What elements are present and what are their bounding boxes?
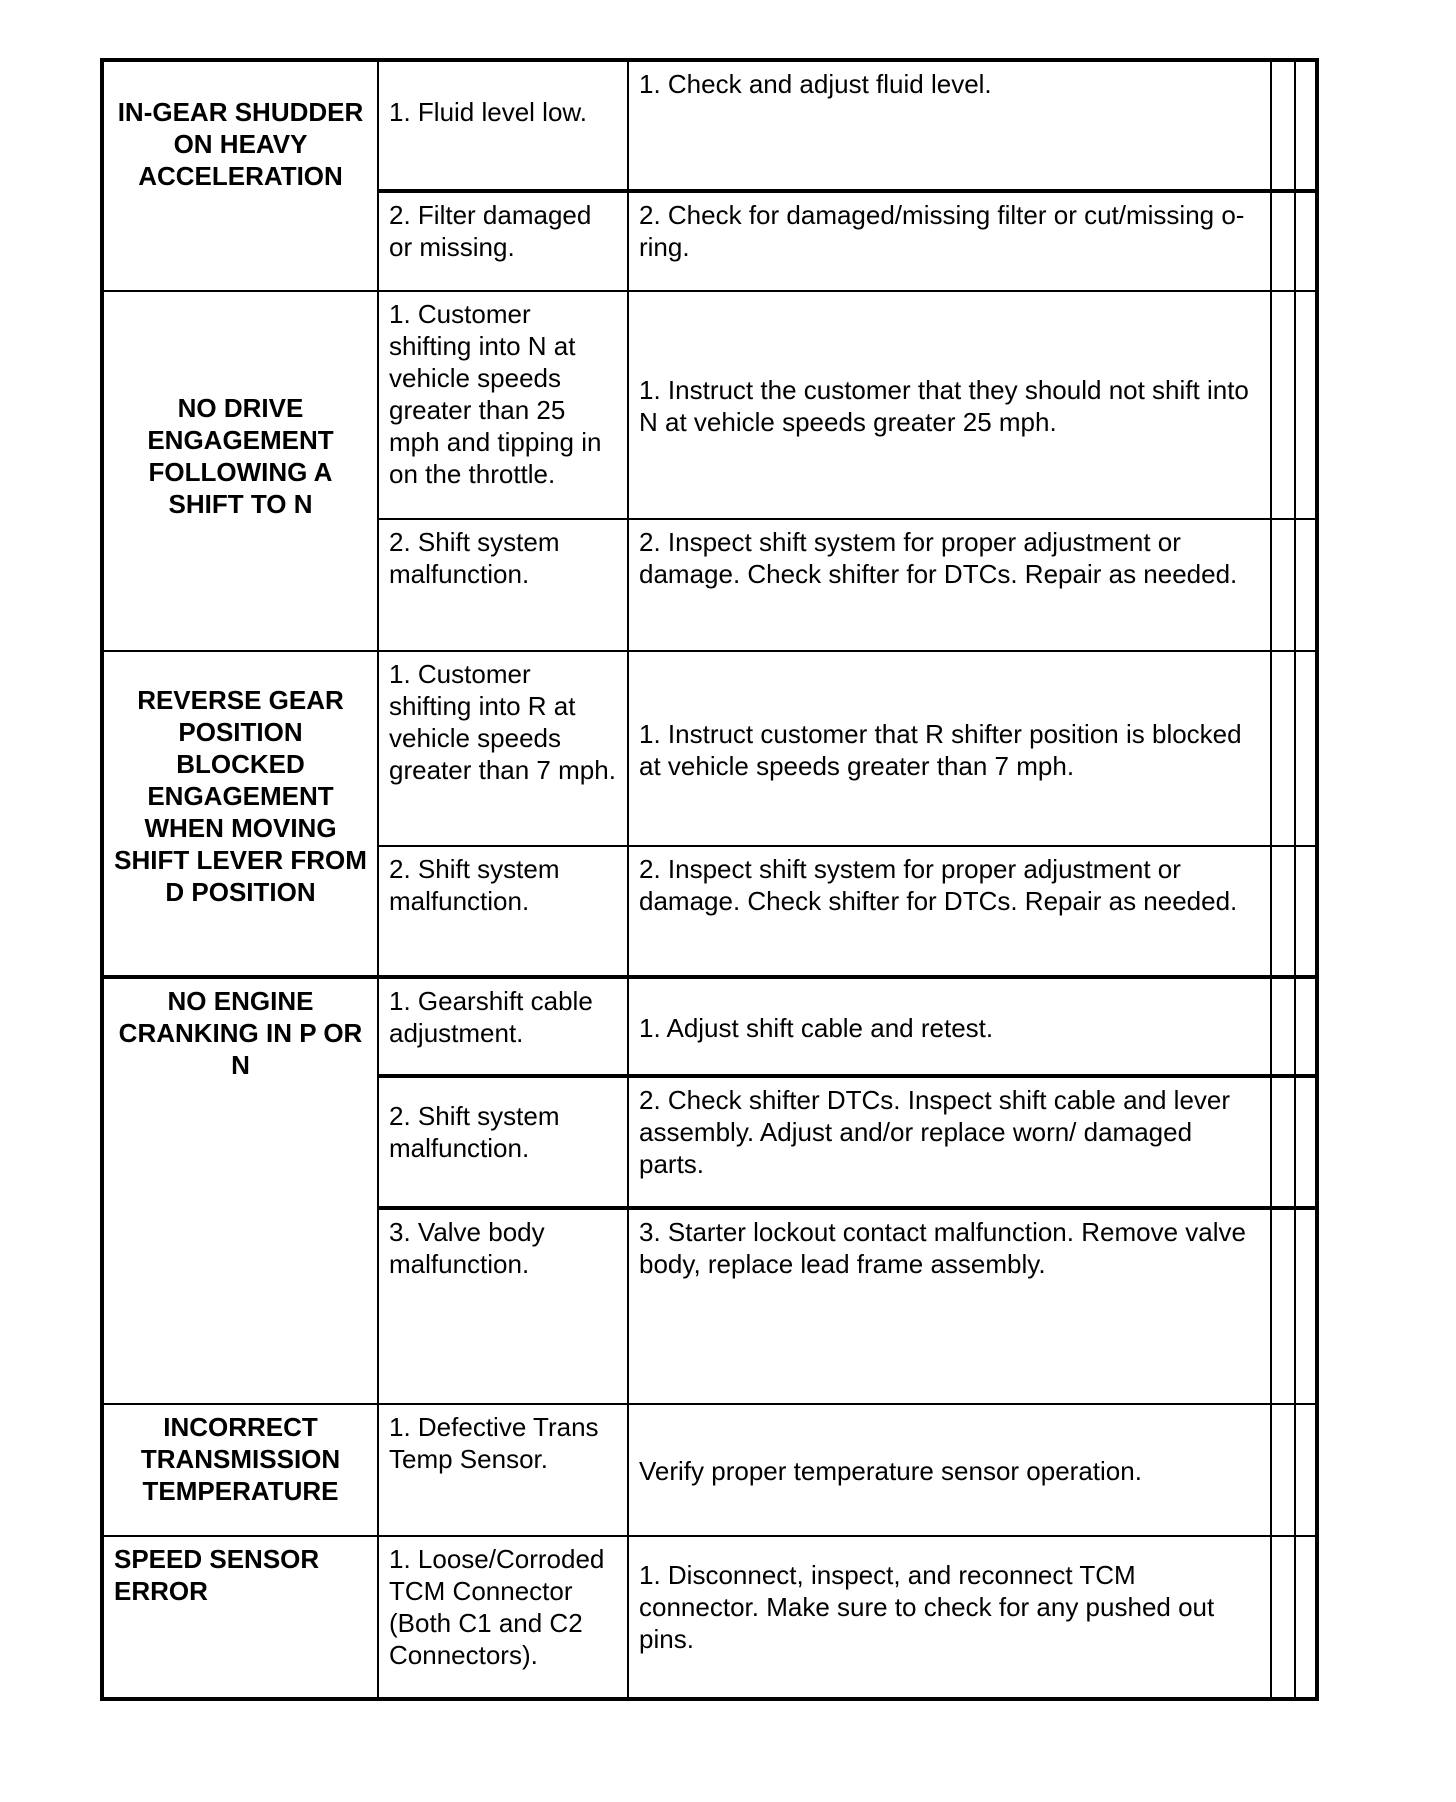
cause-cell: 2. Shift system malfunction. [378, 1076, 628, 1208]
check-column-cell [1271, 519, 1295, 651]
table-row [102, 1536, 1317, 1699]
check-column-cell [1295, 191, 1317, 291]
correction-cell: 3. Starter lockout contact malfunction. Remove valve body, replace lead frame assembly. [628, 1208, 1271, 1404]
check-column-cell [1271, 1404, 1295, 1536]
correction-cell: 1. Instruct customer that R shifter position is blocked at vehicle speeds greater than 7 mph. [628, 651, 1271, 846]
correction-cell: Verify proper temperature sensor operation. [628, 1404, 1271, 1536]
correction-cell: 2. Check for damaged/missing filter or cut/missing o-ring. [628, 191, 1271, 291]
condition-cell: INCORRECT TRANSMISSION TEMPERATURE [102, 1404, 378, 1536]
correction-cell: 2. Check shifter DTCs. Inspect shift cable and lever assembly. Adjust and/or replace worn/ damaged parts. [628, 1076, 1271, 1208]
correction-cell: 1. Disconnect, inspect, and reconnect TCM connector. Make sure to check for any pushed out pins. [628, 1536, 1271, 1699]
check-column-cell [1271, 977, 1295, 1076]
condition-cell: NO DRIVE ENGAGEMENT FOLLOWING A SHIFT TO N [102, 291, 378, 651]
check-column-cell [1295, 1404, 1317, 1536]
cause-cell: 2. Filter damaged or missing. [378, 191, 628, 291]
table-row [102, 60, 1317, 191]
check-column-cell [1295, 651, 1317, 846]
condition-cell: NO ENGINE CRANKING IN P OR N [102, 977, 378, 1404]
check-column-cell [1295, 1076, 1317, 1208]
check-column-cell [1295, 1208, 1317, 1404]
check-column-cell [1271, 1536, 1295, 1699]
cause-cell: 2. Shift system malfunction. [378, 519, 628, 651]
check-column-cell [1295, 846, 1317, 977]
cause-cell: 1. Fluid level low. [378, 60, 628, 191]
table-row [102, 1404, 1317, 1536]
correction-cell: 2. Inspect shift system for proper adjustment or damage. Check shifter for DTCs. Repair as needed. [628, 519, 1271, 651]
correction-cell: 1. Instruct the customer that they should not shift into N at vehicle speeds greater 25 mph. [628, 291, 1271, 519]
cause-cell: 1. Defective Trans Temp Sensor. [378, 1404, 628, 1536]
check-column-cell [1271, 191, 1295, 291]
cause-cell: 3. Valve body malfunction. [378, 1208, 628, 1404]
cause-cell: 1. Customer shifting into N at vehicle speeds greater than 25 mph and tipping in on the throttle. [378, 291, 628, 519]
check-column-cell [1295, 977, 1317, 1076]
cause-cell: 1. Customer shifting into R at vehicle speeds greater than 7 mph. [378, 651, 628, 846]
check-column-cell [1271, 846, 1295, 977]
check-column-cell [1271, 1208, 1295, 1404]
condition-cell: SPEED SENSOR ERROR [102, 1536, 378, 1699]
check-column-cell [1295, 291, 1317, 519]
correction-cell: 2. Inspect shift system for proper adjustment or damage. Check shifter for DTCs. Repair as needed. [628, 846, 1271, 977]
check-column-cell [1295, 519, 1317, 651]
table-row [102, 651, 1317, 846]
check-column-cell [1271, 291, 1295, 519]
correction-cell: 1. Check and adjust fluid level. [628, 60, 1271, 191]
diagnosis-table [100, 58, 1319, 1701]
cause-cell: 1. Loose/Corroded TCM Connector (Both C1 and C2 Connectors). [378, 1536, 628, 1699]
correction-cell: 1. Adjust shift cable and retest. [628, 977, 1271, 1076]
cause-cell: 2. Shift system malfunction. [378, 846, 628, 977]
condition-cell: IN-GEAR SHUDDER ON HEAVY ACCELERATION [102, 60, 378, 291]
check-column-cell [1271, 651, 1295, 846]
table-row [102, 291, 1317, 519]
check-column-cell [1271, 60, 1295, 191]
table-row [102, 977, 1317, 1076]
check-column-cell [1295, 1536, 1317, 1699]
cause-cell: 1. Gearshift cable adjustment. [378, 977, 628, 1076]
condition-cell: REVERSE GEAR POSITION BLOCKED ENGAGEMENT WHEN MOVING SHIFT LEVER FROM D POSITION [102, 651, 378, 977]
check-column-cell [1271, 1076, 1295, 1208]
check-column-cell [1295, 60, 1317, 191]
